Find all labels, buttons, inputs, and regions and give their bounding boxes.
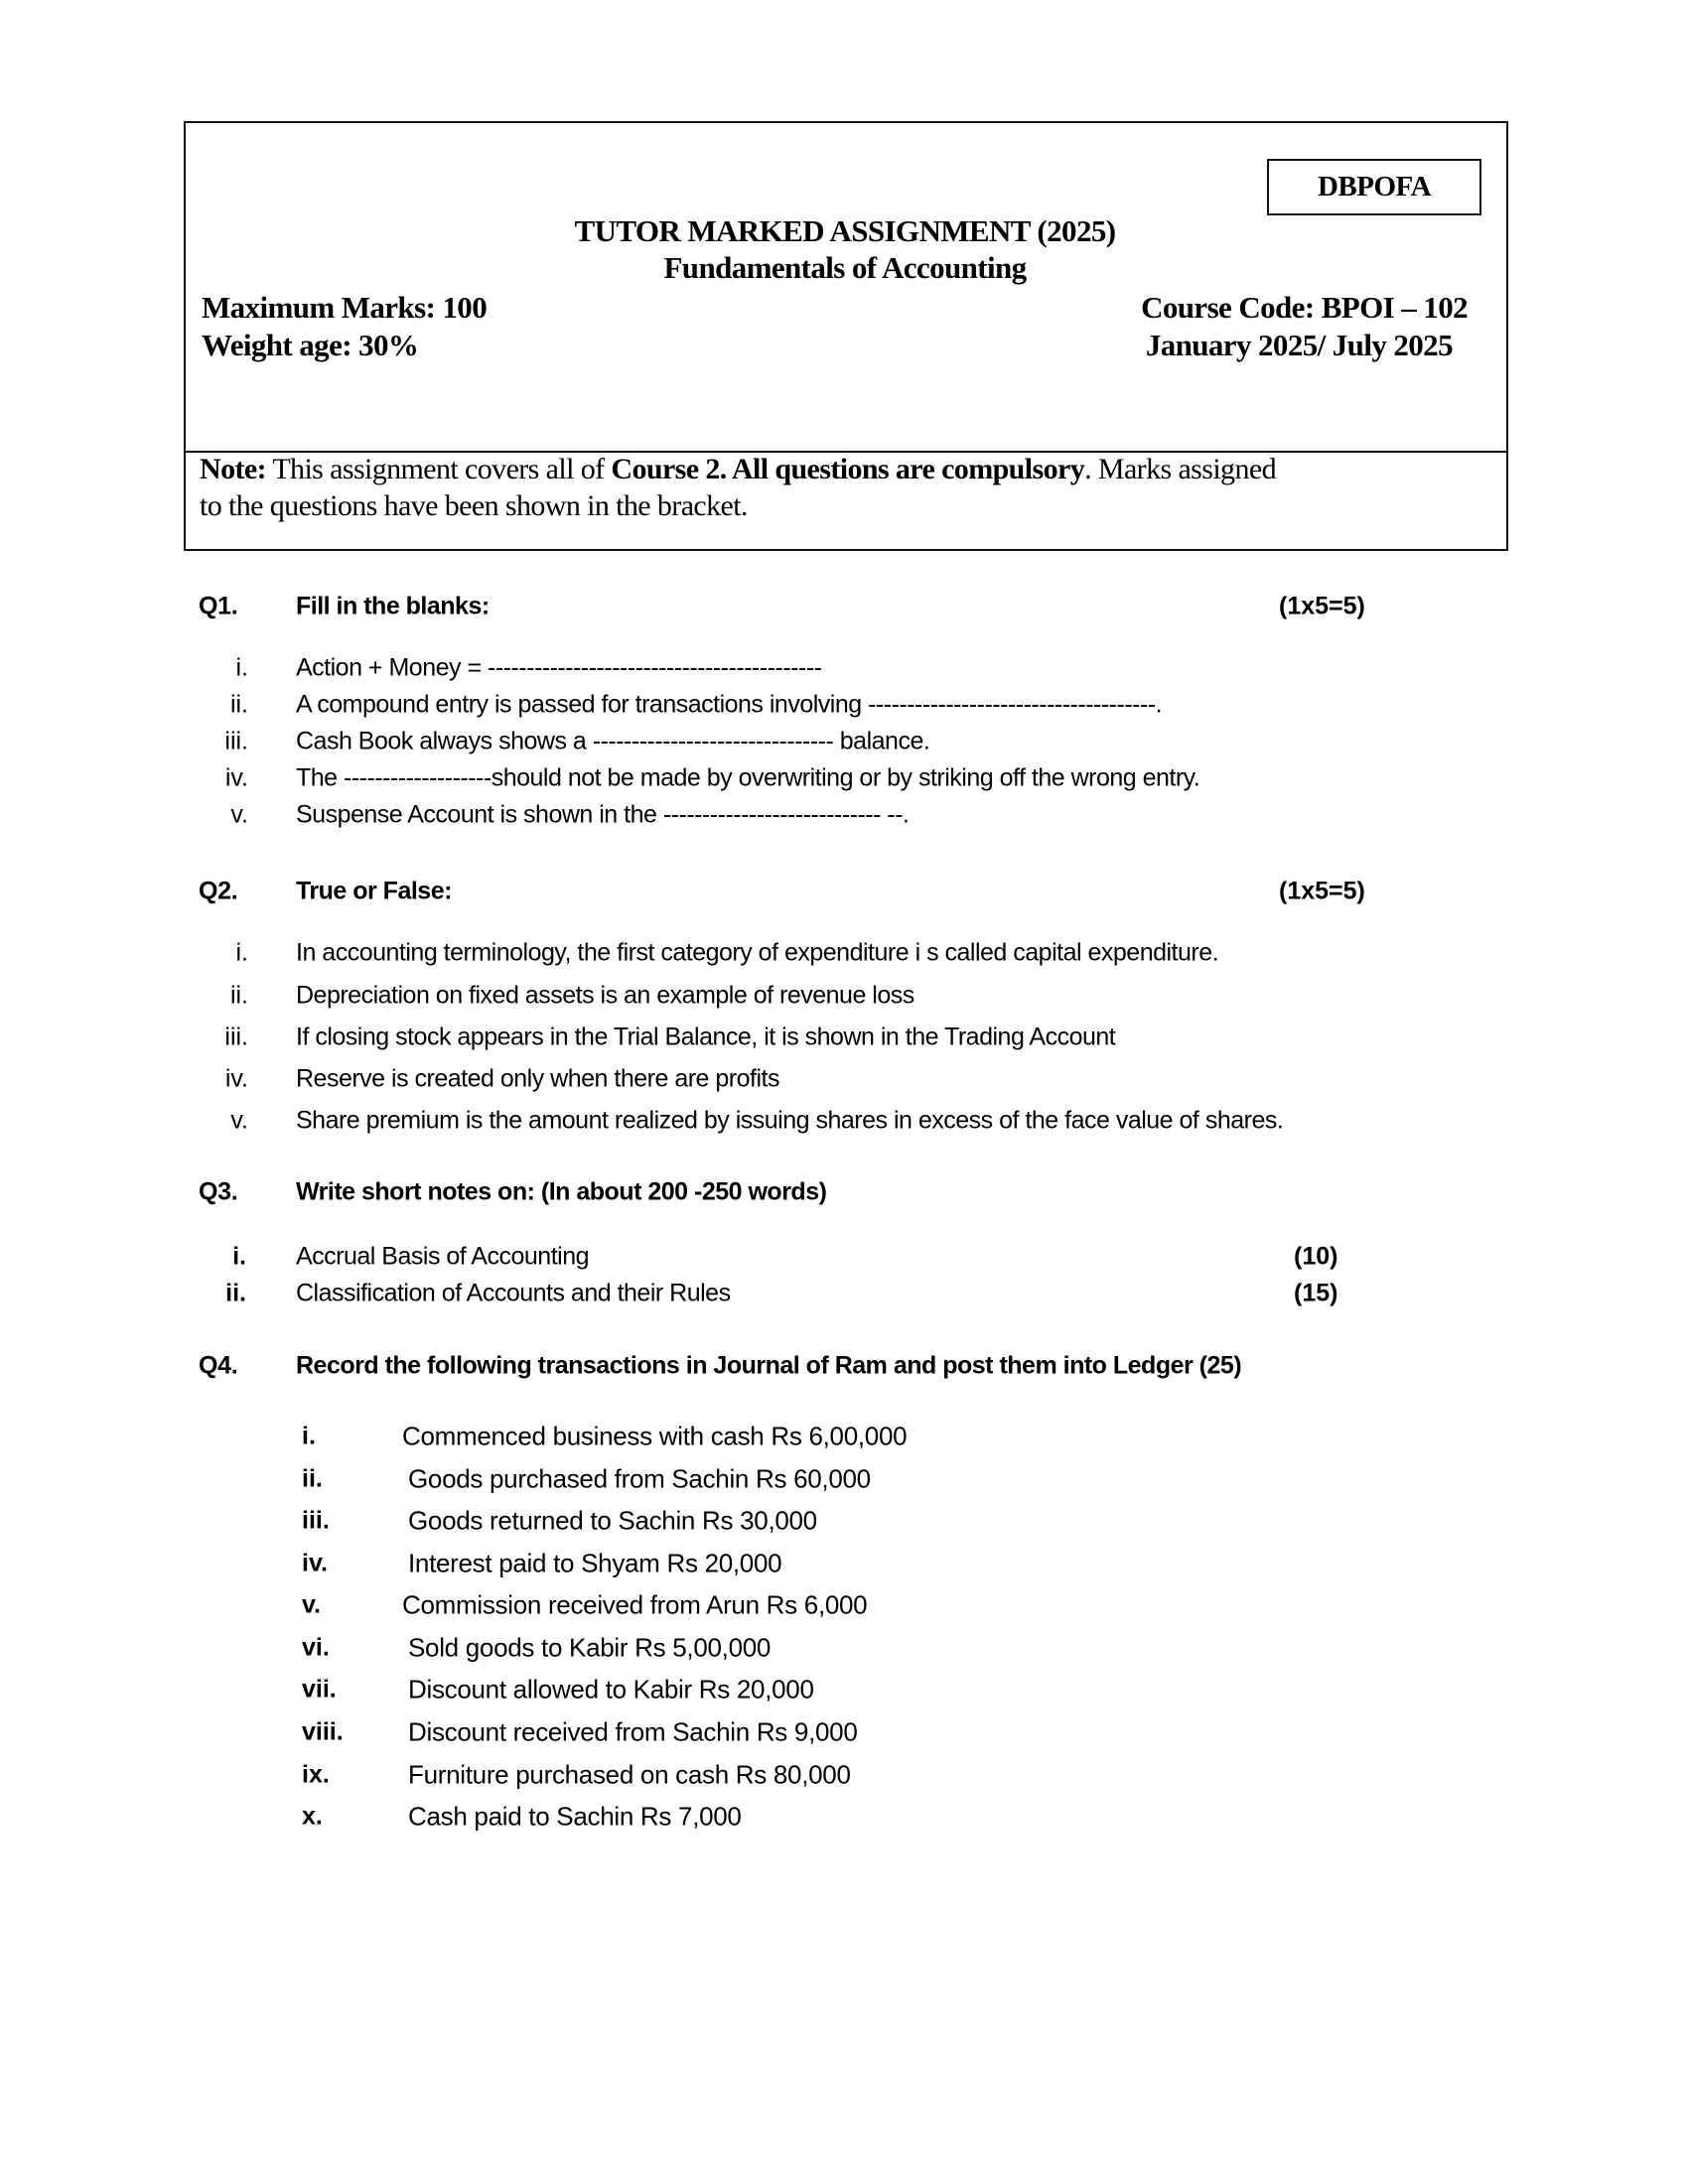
weightage: Weight age: 30% [202, 328, 419, 362]
question-heading: True or False: [296, 877, 452, 905]
item-label: iv. [224, 1064, 248, 1093]
item-label: v. [230, 800, 248, 829]
item-label: ii. [302, 1464, 323, 1493]
list-item: Accrual Basis of Accounting [296, 1242, 589, 1271]
transaction-item: Commenced business with cash Rs 6,00,000 [402, 1421, 908, 1451]
item-label: iv. [302, 1549, 328, 1577]
list-item: Share premium is the amount realized by issuing shares in excess of the face value of shares. [296, 1106, 1284, 1135]
course-id-box [1267, 159, 1481, 215]
document-title: TUTOR MARKED ASSIGNMENT (2025) [574, 213, 1116, 248]
item-label: iii. [224, 1023, 248, 1051]
item-label: i. [235, 653, 248, 682]
list-item: Depreciation on fixed assets is an example of revenue loss [296, 981, 914, 1010]
list-item: If closing stock appears in the Trial Balance, it is shown in the Trading Account [296, 1023, 1116, 1051]
question-number: Q3. [199, 1177, 238, 1206]
item-label: ix. [302, 1760, 330, 1789]
item-label: viii. [302, 1717, 344, 1746]
item-label: iv. [224, 763, 248, 792]
question-heading: Fill in the blanks: [296, 592, 490, 620]
question-heading: Record the following transactions in Journal of Ram and post them into Ledger (25) [296, 1351, 1242, 1380]
list-item: A compound entry is passed for transactions involving -------------------------------------. [296, 690, 1163, 719]
transaction-item: Furniture purchased on cash Rs 80,000 [408, 1759, 851, 1790]
session: January 2025/ July 2025 [1145, 328, 1453, 362]
item-label: vii. [302, 1675, 337, 1704]
course-id: DBPOFA [1317, 171, 1432, 203]
item-label: i. [232, 1242, 246, 1271]
note-text: This assignment covers all of [265, 453, 612, 485]
item-label: v. [302, 1590, 321, 1619]
note-line-1 [200, 453, 1276, 486]
item-label: vi. [302, 1633, 330, 1662]
item-label: i. [302, 1422, 316, 1450]
question-number: Q4. [199, 1351, 238, 1380]
transaction-item: Goods returned to Sachin Rs 30,000 [408, 1505, 817, 1536]
note-line-2: to the questions have been shown in the bracket. [200, 489, 748, 522]
note-emphasis: Course 2. All questions are compulsory [611, 453, 1085, 485]
transaction-item: Cash paid to Sachin Rs 7,000 [408, 1801, 742, 1832]
item-label: v. [230, 1106, 248, 1135]
list-item: Suspense Account is shown in the ---------------------------- --. [296, 800, 910, 829]
list-item: In accounting terminology, the first category of expenditure i s called capital expenditure. [296, 938, 1219, 967]
course-code: Course Code: BPOI – 102 [1141, 290, 1468, 325]
transaction-item: Discount allowed to Kabir Rs 20,000 [408, 1674, 814, 1705]
item-marks: (10) [1294, 1242, 1338, 1271]
transaction-item: Discount received from Sachin Rs 9,000 [408, 1716, 858, 1747]
question-heading: Write short notes on: (In about 200 -250 words) [296, 1177, 827, 1206]
question-number: Q1. [199, 592, 238, 620]
transaction-item: Commission received from Arun Rs 6,000 [402, 1589, 868, 1620]
item-label: ii. [229, 981, 248, 1010]
item-label: iii. [302, 1506, 330, 1535]
item-label: ii. [225, 1279, 246, 1307]
note-text: . Marks assigned [1084, 453, 1276, 485]
question-marks: (1x5=5) [1279, 877, 1365, 905]
item-label: i. [235, 938, 248, 967]
item-label: ii. [229, 690, 248, 719]
transaction-item: Goods purchased from Sachin Rs 60,000 [408, 1463, 871, 1494]
document-subtitle: Fundamentals of Accounting [663, 250, 1027, 285]
maximum-marks: Maximum Marks: 100 [202, 290, 488, 325]
question-marks: (1x5=5) [1279, 592, 1365, 620]
list-item: Action + Money = ------------------------------------------- [296, 653, 822, 682]
list-item: Reserve is created only when there are profits [296, 1064, 779, 1093]
transaction-item: Interest paid to Shyam Rs 20,000 [408, 1548, 782, 1578]
item-label: x. [302, 1802, 323, 1831]
list-item: Cash Book always shows a ------------------------------- balance. [296, 727, 930, 755]
transaction-item: Sold goods to Kabir Rs 5,00,000 [408, 1632, 772, 1663]
item-marks: (15) [1294, 1279, 1338, 1307]
question-number: Q2. [199, 877, 238, 905]
list-item: The -------------------should not be made by overwriting or by striking off the wrong entry. [296, 763, 1200, 792]
note-label: Note: [200, 453, 266, 485]
list-item: Classification of Accounts and their Rules [296, 1279, 731, 1307]
item-label: iii. [224, 727, 248, 755]
